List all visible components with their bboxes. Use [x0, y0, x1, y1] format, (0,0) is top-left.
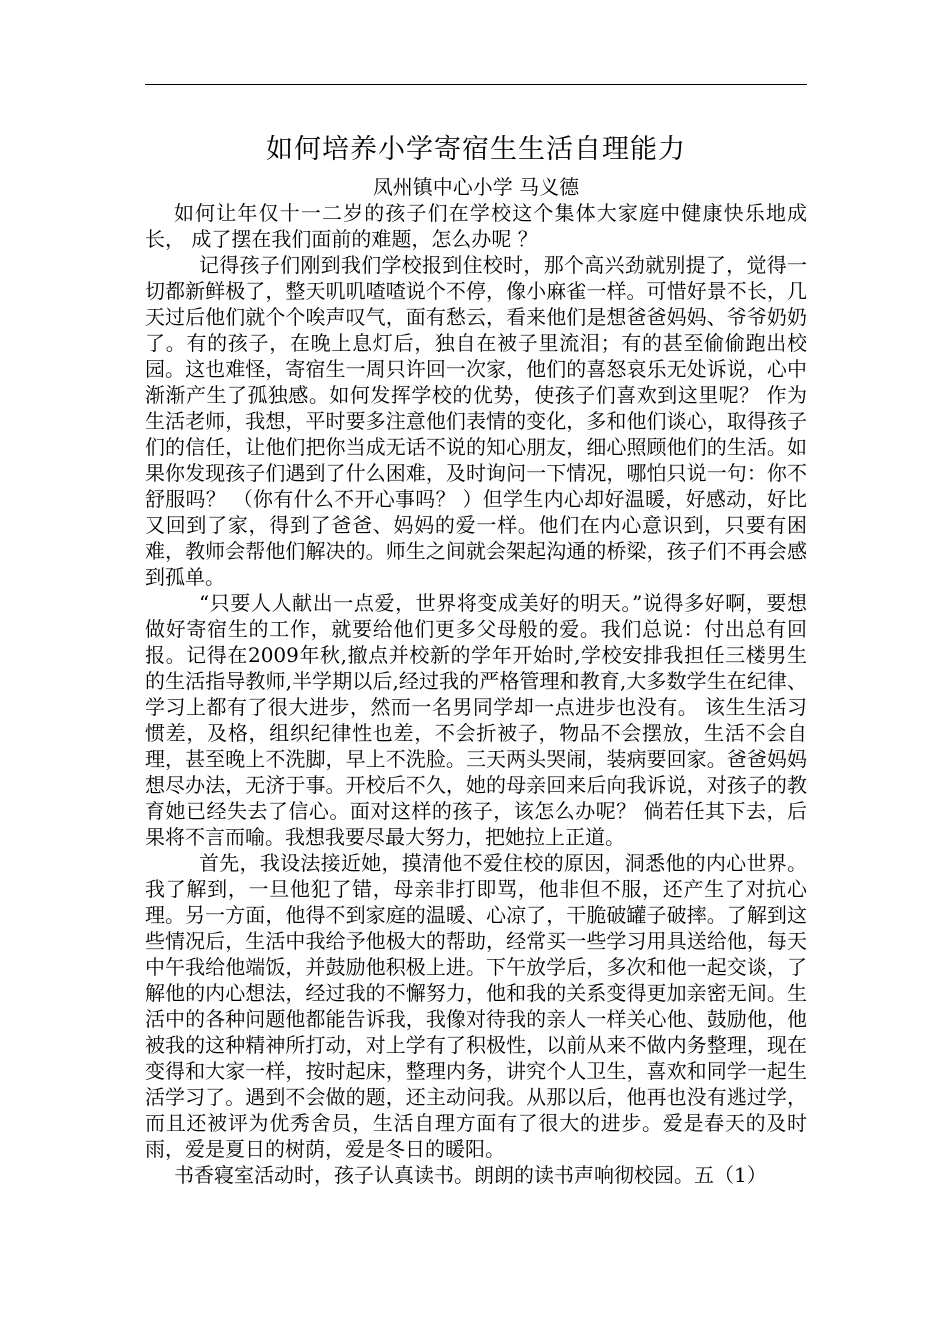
- paragraph-reading-activity: 书香寝室活动时，孩子认真读书。朗朗的读书声响彻校园。五（1）: [174, 1163, 767, 1187]
- paragraph-first-steps: 首先，我设法接近她，摸清他不爱住校的原因，洞悉他的内心世界。我了解到，一旦他犯了错，母亲非打即骂，他非但不服，还产生了对抗心理。另一方面，他得不到家庭的温暖、心凉了，干脆破罐子破摔。了解到这些情况后，生活中我给予他极大的帮助，经常买一些学习用具送给他，每天中午我给他端饭，并鼓励他积极上进。下午放学后，多次和他一起交谈，了解他的内心想法，经过我的不懈努力，他和我的关系变得更加亲密无间。生活中的各种问题他都能告诉我，我像对待我的亲人一样关心他、鼓励他，他被我的这种精神所打动，对上学有了积极性，以前从来不做内务整理，现在变得和大家一样，按时起床，整理内务，讲究个人卫生，喜欢和同学一起生活学习了。遇到不会做的题，还主动问我。从那以后，他再也没有逃过学，而且还被评为优秀舍员，生活自理方面有了很大的进步。爱是春天的及时雨，爱是夏日的树荫，爱是冬日的暖阳。: [145, 851, 807, 1161]
- author-byline: 凤州镇中心小学 马义德: [372, 175, 580, 199]
- document-title: 如何培养小学寄宿生生活自理能力: [266, 134, 686, 165]
- paragraph-intro: 如何让年仅十一二岁的孩子们在学校这个集体大家庭中健康快乐地成长， 成了摆在我们面前的难题，怎么办呢 ？: [145, 201, 807, 251]
- document-body: [145, 126, 807, 1188]
- paragraph-arrival: 记得孩子们刚到我们学校报到住校时，那个高兴劲就别提了，觉得一切都新鲜极了，整天叽叽喳喳说个不停，像小麻雀一样。可惜好景不长，几天过后他们就个个唉声叹气，面有愁云，看来他们是想爸爸妈妈、爷爷奶奶了。有的孩子，在晚上息灯后，独自在被子里流泪；有的甚至偷偷跑出校园。这也难怪，寄宿生一周只许回一次家，他们的喜怒哀乐无处诉说，心中渐渐产生了孤独感。如何发挥学校的优势，使孩子们喜欢到这里呢？ 作为生活老师，我想，平时要多注意他们表情的变化，多和他们谈心，取得孩子们的信任，让他们把你当成无话不说的知心朋友，细心照顾他们的生活。如果你发现孩子们遇到了什么困难，及时询问一下情况，哪怕只说一句：你不舒服吗？ （你有什么不开心事吗？ ）但学生内心却好温暖，好感动，好比又回到了家，得到了爸爸、妈妈的爱一样。他们在内心意识到，只要有困难，教师会帮他们解决的。师生之间就会架起沟通的桥梁，孩子们不再会感到孤单。: [145, 253, 807, 589]
- paragraph-love-quote: “只要人人献出一点爱，世界将变成美好的明天。”说得多好啊，要想做好寄宿生的工作，就要给他们更多父母般的爱。我们总说：付出总有回报。记得在2009年秋,撤点并校新的学年开始时,学校安排我担任三楼男生的生活指导教师,半学期以后,经过我的严格管理和教育,大多数学生在纪律、学习上都有了很大进步，然而一名男同学却一点进步也没有。 该生生活习惯差，及格，组织纪律性也差，不会折被子，物品不会摆放，生活不会自理，甚至晚上不洗脚，早上不洗脸。三天两头哭闹，装病要回家。爸爸妈妈想尽办法，无济于事。开校后不久，她的母亲回来后向我诉说，对孩子的教育她已经失去了信心。面对这样的孩子，该怎么办呢？ 倘若任其下去，后果将不言而喻。我想我要尽最大努力，把她拉上正道。: [145, 591, 807, 849]
- header-rule: [145, 84, 807, 85]
